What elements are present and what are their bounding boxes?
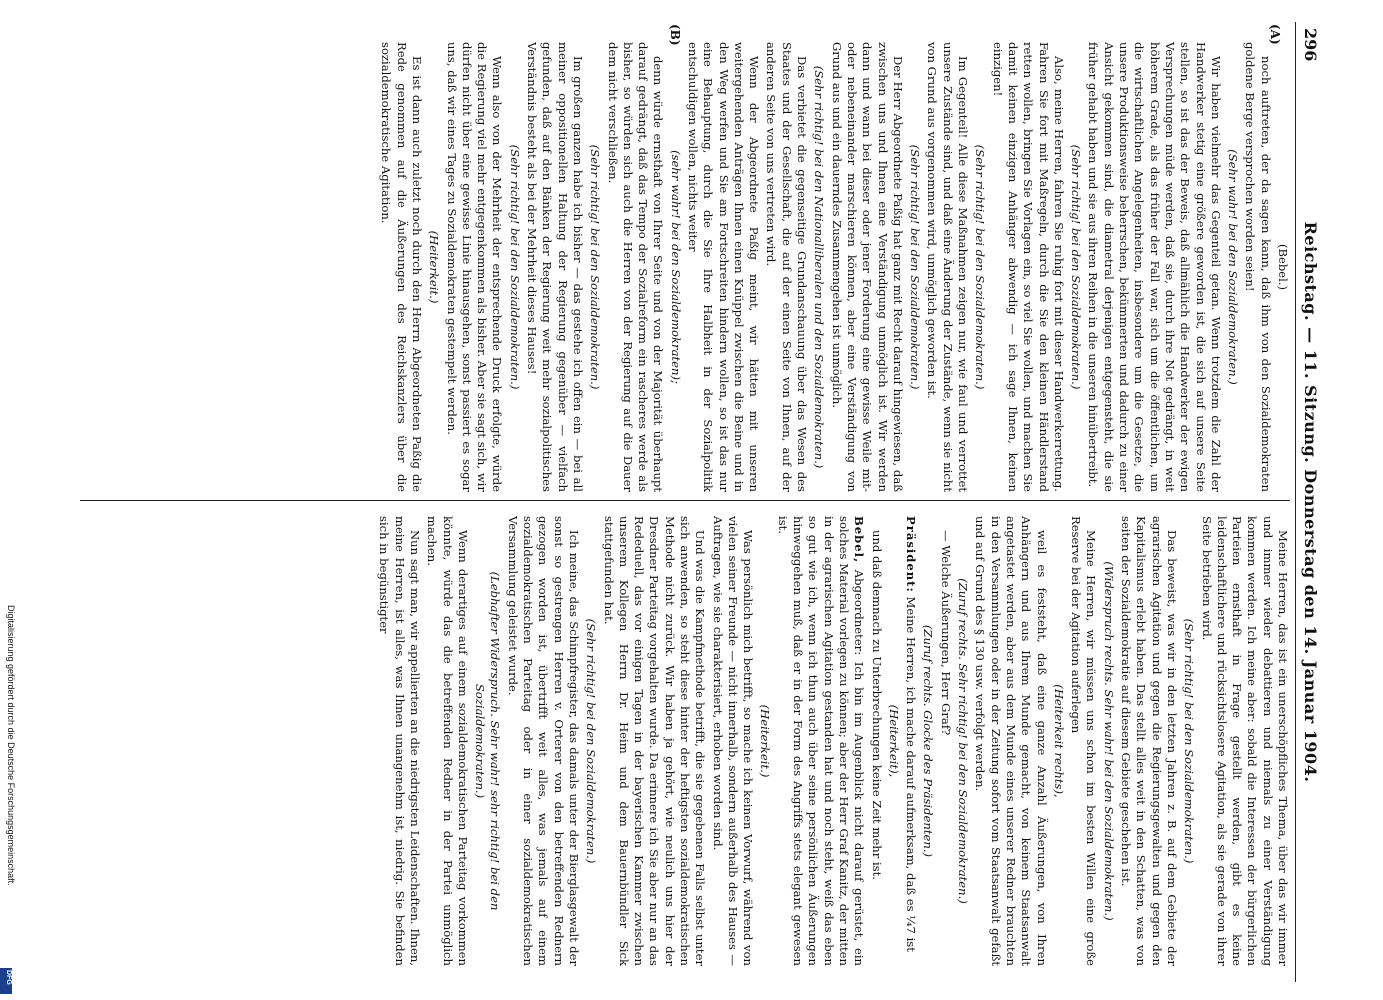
speech-paragraph: Das beweist, was wir in den letzten Jahren z. B. auf dem Gebiete der agrarischen Agitation und gegen die Regierungsgewalten und gegen den Kapitalismus erlebt haben. Das stellt alles weit in den Schatten, was von seiten der Sozialdemokratie auf diesem Gebiete geschehen ist. xyxy=(1119,516,1179,966)
speech-paragraph: Wenn derartiges auf einem sozialdemokratischen Parteitag vorkommen könnte, würde das die betreffenden Redner in der Partei unmöglich machen. xyxy=(425,516,470,966)
speech-paragraph: Im Gegenteil! Alle diese Maßnahmen zeigen nur, wie faul und verrottet unsere Zustände sind, und daß eine Änderung der Zustände, wenn sie nicht von Grund aus vorgenommen wird, unmöglich geworden ist. xyxy=(925,42,971,492)
speech-paragraph: Wenn der Abgeordnete Paßig meint, wir hätten mit unseren weitergehenden Anträgen Ihnen einen Knüppel zwischen die Beine und in den Weg werfen und Sie am Fortschreiten hindern wollen, so ist das nur eine Behauptung, durch die Sie Ihre Halbheit in der Sozialpolitik entschuldigen wollen, nichts weiter xyxy=(686,42,762,492)
speech-paragraph: — Welche Äußerungen, Herr Graf? xyxy=(938,530,953,736)
speaker-paragraph xyxy=(775,516,867,966)
interjection: (Sehr richtig! bei den Sozialdemokraten.) xyxy=(588,144,603,390)
speaker-name: Bebel, xyxy=(852,516,867,564)
interjection: (Sehr richtig! bei den Sozialdemokraten.) xyxy=(908,144,923,390)
speech-paragraph: Das verbietet die gegenseitige Grundanschauung über das Wesen des Staates und der Gesellschaft, die auf der einen Seite von Ihnen, auf der anderen Seite von uns vertreten wird. xyxy=(764,42,810,492)
speech-paragraph: Also, meine Herren, fahren Sie ruhig fort mit dieser Handwerkerrettung. Fahren Sie fort mit Maßregeln, durch die Sie den kleinen Händlerstand retten wollen, bringen Sie Vorlagen ein, so viel Sie wollen, und machen Sie damit keinen einzigen Anhänger abwendig — ich sage Ihnen, keinen einzigen! xyxy=(990,42,1066,492)
speech-paragraph: Wir haben vielmehr das Gegenteil getan. Wenn trotzdem die Zahl der Handwerker stetig eine größere geworden ist, die sich auf unsere Seite stellen, so ist das der Beweis, daß allmählich die Handwerker der ewigen Versprechungen müde werden, daß sie, durch ihre Not gedrängt, in weit höherem Grade, als das früher der Fall war, sich um die öffentlichen, um die wirtschaftlichen Angelegenheiten, insbesondere um die Gesetze, die unsere Produktionsweise beherrschen, bekümmerten und dadurch zu einer Ansicht gekommen sind, die diametral derjenigen entgegensteht, die sie früher gehabt haben und sie aus ihren Reihen in die unseren hinübertreibt. xyxy=(1086,42,1223,492)
speech-paragraph: Nun sagt man, wir appellierten an die niedrigsten Leidenschaften. Ihnen, meine Herren, ist alles, was Ihnen unangenehm ist, niedrig. Sie befinden sich in begünstigter xyxy=(377,516,422,966)
speech-paragraph: und daß demnach zu Unterbrechungen keine Zeit mehr ist. xyxy=(869,530,884,880)
dfg-logo xyxy=(0,968,12,994)
interjection: (Zuruf rechts. Glocke des Präsidenten.) xyxy=(921,624,936,858)
interjection: (sehr wahr! bei den Sozialdemokraten); xyxy=(668,150,683,384)
margin-mark-a: (A) xyxy=(1268,24,1282,45)
interjection: (Lebhafter Widerspruch. Sehr wahr! sehr richtig! bei den Sozialdemokraten.) xyxy=(473,571,503,911)
speaker-name: Präsident: xyxy=(904,516,919,593)
interjection: (Sehr richtig! bei den Sozialdemokraten.) xyxy=(973,144,988,390)
rotated-page-content xyxy=(62,22,1322,982)
interjection: (Widerspruch rechts. Sehr wahr! bei den Sozialdemokraten.) xyxy=(1101,561,1116,921)
page-header xyxy=(1295,22,1322,982)
interjection: (Zuruf rechts. Sehr richtig! bei den Sozialdemokraten.) xyxy=(956,578,971,904)
interjection: (Sehr richtig! bei den Sozialdemokraten.) xyxy=(1069,144,1084,390)
speech-paragraph: Der Herr Abgeordnete Paßig hat ganz mit Recht darauf hingewiesen, daß zwischen uns und Ihnen eine Verständigung unmöglich ist. Wir werden dann und wann bei dieser oder jener Forderung eine gewisse Weile mit- oder nebeneinander marschieren können, aber eine Verständigung von Grund aus und ein dauerndes Zusammengehen ist unmöglich. xyxy=(829,42,905,492)
speech-paragraph: denn würde ernsthaft von Ihrer Seite und von der Majorität überhaupt darauf gedrängt, daß das Tempo der Sozialreform ein rascheres werde als bisher, so würden sich auch die Herren von der Regierung auf die Dauer dem nicht verschließen. xyxy=(605,42,666,492)
interjection: (Heiterkeit rechts), xyxy=(1051,684,1066,798)
interjection: (Heiterkeit), xyxy=(886,704,901,778)
page-number: 296 xyxy=(1301,28,1320,62)
speaker-heading: (Bebel.) xyxy=(1276,243,1290,291)
left-column xyxy=(75,42,1290,492)
right-column xyxy=(75,516,1290,966)
interjection: (Sehr richtig! bei den Sozialdemokraten.) xyxy=(584,618,599,864)
speaker-paragraph xyxy=(903,516,918,966)
page-title: Reichstag. — 11. Sitzung. Donnerstag den 14. Januar 1904. xyxy=(1301,221,1320,783)
speech-paragraph: Im großen ganzen habe ich bisher — das gestehe ich offen ein — bei all meiner oppositionellen Haltung der Regierung gegenüber — vielfach gefunden, daß auf den Bänken der Regierung weit mehr sozialpolitisches Verständnis besteht als bei der Mehrheit dieses Hauses! xyxy=(525,42,585,492)
speech-text: Abgeordneter: Ich bin im Augenblick nicht darauf gerüstet, ein solches Material vorlegen zu können; aber der Herr Graf Kanitz, der mitten in der agrarischen Agitation gestanden hat und noch steht, weiß das eben so gut wie ich, wenn ich thun auch über seine persönlichen Äußerungen hinweggehen muß, daß er in der Form des Angriffs stets elegant gewesen ist. xyxy=(775,516,867,966)
speech-paragraph: Ich meine, das Schimpfregister, das damals unter der Bierglasgewalt der sonst so gestrengen Herren v. Orterer von den betreffenden Rednern gezogen worden ist, übertrifft weit alles, was jemals auf einem sozialdemokratischen Parteitag oder in einer sozialdemokratischen Versammlung geleistet wurde. xyxy=(505,516,581,966)
speech-paragraph: Es ist dann auch zuletzt noch durch den Herrn Abgeordneten Paßig die Rede genommen auf die Äußerungen des Reichskanzlers über die sozialdemokratische Agitation. xyxy=(379,42,424,492)
interjection: (Heiterkeit.) xyxy=(427,230,442,304)
column-divider xyxy=(80,500,1290,501)
speech-text: Meine Herren, ich mache darauf aufmerksam, daß es ¼7 ist xyxy=(904,592,919,952)
interjection: (Sehr wahr! bei den Sozialdemokraten.) xyxy=(1226,149,1241,385)
interjection: (Sehr richtig! bei den Nationalliberalen und den Sozialdemokraten.) xyxy=(812,65,827,469)
speech-paragraph: Was persönlich mich betrifft, so mache ich keinen Vorwurf, während von vielen seiner Freunde — nicht innerhalb, sondern außerhalb des Hauses — Auftragen, wie sie charakterisiert, erhoben worden sind. xyxy=(710,516,756,966)
interjection: (Sehr richtig! bei den Sozialdemokraten.) xyxy=(1182,618,1197,864)
speech-paragraph: weil es feststeht, daß eine ganze Anzahl Äußerungen, von Ihren Anhängern und aus Ihrem Munde gemacht, von keinem Staatsanwalt angetastet werden, aber aus dem Munde eines unserer Redner brauchten in den Versammlungen oder in der Zeitung sofort vom Staatsanwalt gefaßt und auf Grund des § 130 usw. verfolgt werden. xyxy=(973,516,1049,966)
dfg-logo-text: DFG xyxy=(5,970,12,985)
digitization-credit: Digitalisierung gefördert durch die Deutsche Forschungsgemeinschaft. xyxy=(6,605,16,886)
interjection: (Heiterkeit.) xyxy=(758,704,773,778)
speech-paragraph: Meine Herren, wir müssen uns schon im besten Willen eine große Reserve bei der Agitation auferlegen xyxy=(1069,516,1099,966)
interjection: (Sehr richtig! bei den Sozialdemokraten.) xyxy=(507,144,522,390)
margin-mark-b: (B) xyxy=(668,24,682,46)
speech-paragraph: Und was die Kampfmethode betrifft, die sie gegebenen Falls selbst unter sich anwenden, so steht diese hinter der heftigsten sozialdemokratischen Methode nicht zurück. Wir haben ja gehört, wie neulich uns hier der Dresdner Parteitag vorgehalten wurde. Da erinnere ich Sie aber nur an das Rededuell, das vor einigen Tagen in der bayerischen Kammer zwischen unserem Kollegen Herrn Dr. Heim und dem Bauernbündler Sick stattgefunden hat. xyxy=(601,516,708,966)
speech-paragraph: noch auftreten, der da sagen kann, daß ihm von den Sozialdemokraten goldene Berge versprochen worden seien! xyxy=(1243,42,1273,492)
speech-paragraph: Meine Herren, das ist ein unerschöpfliches Thema, über das wir immer und immer wieder debattieren und niemals zu einer Verständigung kommen werden. Ich meine aber: sobald die Interessen der bürgerlichen Parteien ernsthaft in Frage gestellt werden, gibt es keine leidenschaftlichere und rücksichtslosere Agitation, als sie gerade von ihrer Seite betrieben wird. xyxy=(1199,516,1290,966)
speech-paragraph: Wenn also von der Mehrheit der entsprechende Druck erfolgte, würde die Regierung viel mehr entgegenkommen als bisher. Aber sie sagt sich, wir dürfen nicht über eine gewisse Linie hinausgehen, sonst passiert es sogar uns, daß wir eines Tages zu Sozialdemokraten gestempelt werden. xyxy=(444,42,505,492)
